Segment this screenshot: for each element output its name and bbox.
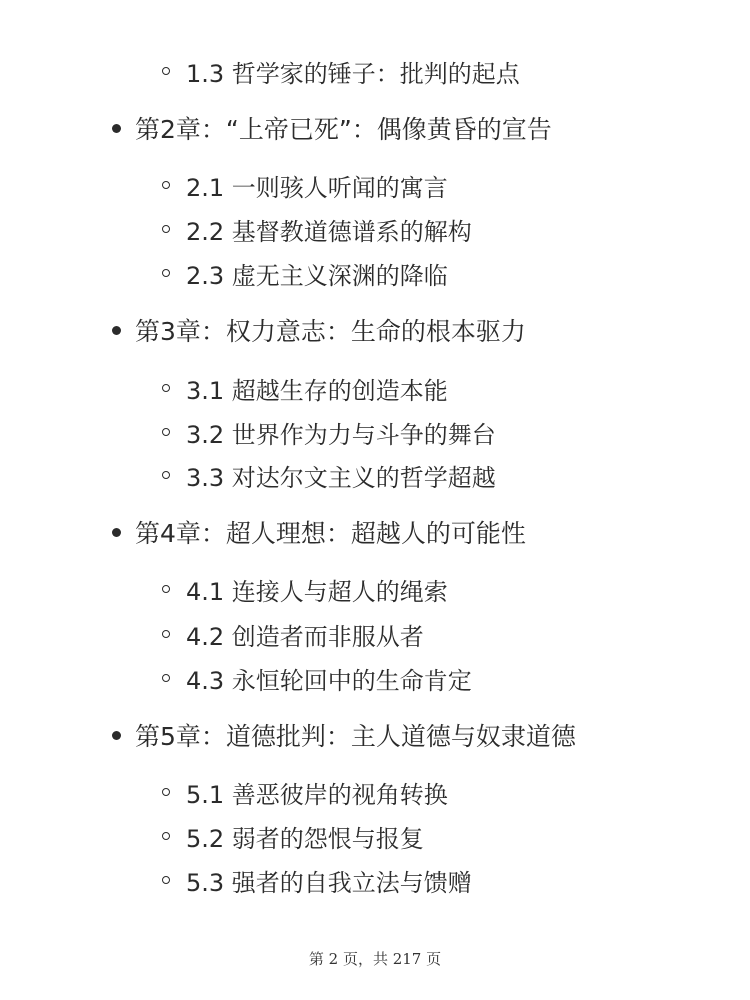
toc-section-5-1: [162, 772, 448, 812]
toc-section-5-2: [162, 816, 424, 856]
toc-section-label: 1.3 哲学家的锤子：批判的起点: [186, 59, 520, 88]
toc-section-3-2: [162, 412, 496, 452]
toc-section-3-3: [162, 455, 496, 495]
hollow-bullet-icon: [162, 674, 170, 682]
hollow-bullet-icon: [162, 832, 170, 840]
toc-chapter-label: 第4章：超人理想：超越人的可能性: [135, 519, 526, 548]
toc-chapter-label: 第2章：“上帝已死”：偶像黄昏的宣告: [135, 115, 552, 144]
toc-chapter-2: [112, 108, 552, 148]
toc-section-2-2: [162, 209, 472, 249]
page-number-footer: 第 2 页，共 217 页: [308, 950, 442, 968]
hollow-bullet-icon: [162, 269, 170, 277]
toc-section-label: 5.1 善恶彼岸的视角转换: [186, 780, 448, 809]
toc-section-label: 5.3 强者的自我立法与馈赠: [186, 868, 472, 897]
toc-section-label: 3.1 超越生存的创造本能: [186, 376, 448, 405]
toc-section-5-3: [162, 860, 472, 900]
toc-chapter-3: [112, 310, 526, 350]
toc-chapter-label: 第5章：道德批判：主人道德与奴隶道德: [135, 722, 576, 751]
hollow-bullet-icon: [162, 428, 170, 436]
toc-section-4-1: [162, 569, 448, 609]
hollow-bullet-icon: [162, 225, 170, 233]
toc-section-label: 4.2 创造者而非服从者: [186, 622, 424, 651]
toc-section-1-3: [162, 51, 520, 91]
hollow-bullet-icon: [162, 585, 170, 593]
toc-section-label: 2.2 基督教道德谱系的解构: [186, 217, 472, 246]
toc-section-3-1: [162, 368, 448, 408]
toc-section-2-1: [162, 165, 448, 205]
toc-section-4-3: [162, 658, 472, 698]
hollow-bullet-icon: [162, 384, 170, 392]
hollow-bullet-icon: [162, 67, 170, 75]
filled-bullet-icon: [112, 528, 121, 537]
toc-section-label: 3.2 世界作为力与斗争的舞台: [186, 420, 496, 449]
hollow-bullet-icon: [162, 630, 170, 638]
filled-bullet-icon: [112, 124, 121, 133]
toc-chapter-4: [112, 512, 526, 552]
toc-section-label: 5.2 弱者的怨恨与报复: [186, 824, 424, 853]
toc-section-label: 2.3 虚无主义深渊的降临: [186, 261, 448, 290]
hollow-bullet-icon: [162, 876, 170, 884]
toc-chapter-label: 第3章：权力意志：生命的根本驱力: [135, 317, 526, 346]
hollow-bullet-icon: [162, 471, 170, 479]
toc-section-4-2: [162, 614, 424, 654]
hollow-bullet-icon: [162, 181, 170, 189]
toc-section-label: 4.3 永恒轮回中的生命肯定: [186, 666, 472, 695]
hollow-bullet-icon: [162, 788, 170, 796]
filled-bullet-icon: [112, 731, 121, 740]
toc-section-label: 3.3 对达尔文主义的哲学超越: [186, 463, 496, 492]
toc-section-label: 2.1 一则骇人听闻的寓言: [186, 173, 448, 202]
toc-section-label: 4.1 连接人与超人的绳索: [186, 577, 448, 606]
toc-chapter-5: [112, 715, 576, 755]
toc-section-2-3: [162, 253, 448, 293]
filled-bullet-icon: [112, 326, 121, 335]
